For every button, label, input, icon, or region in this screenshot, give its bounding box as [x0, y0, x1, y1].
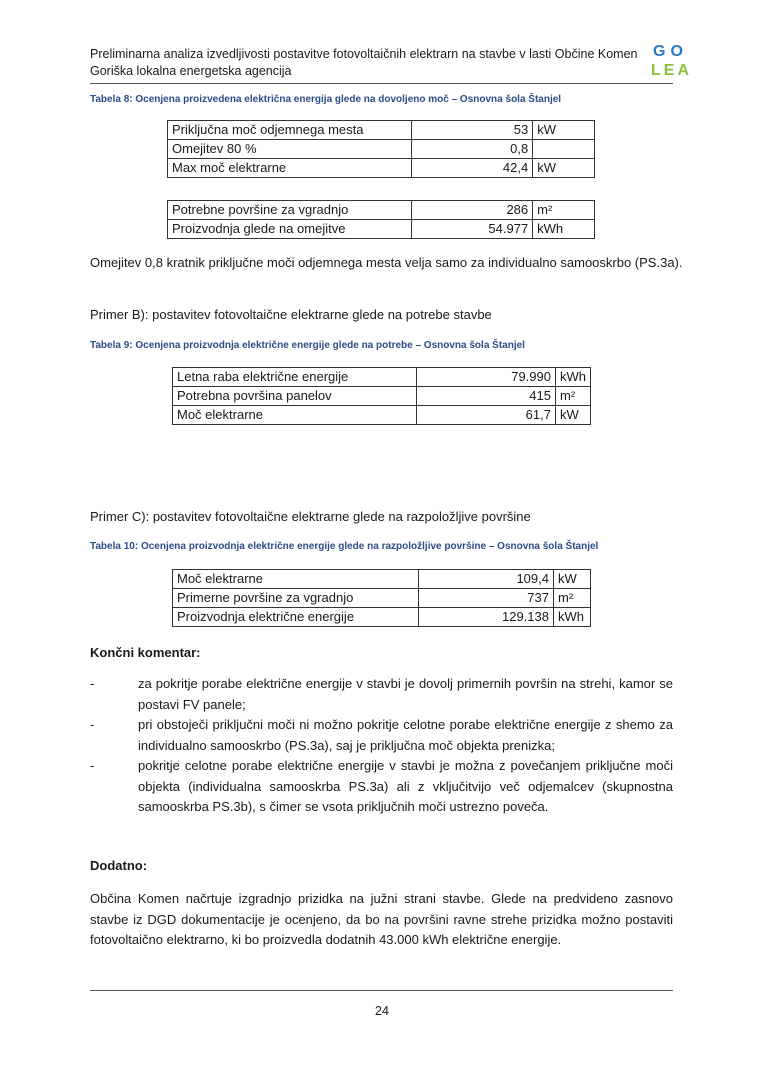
table-row: [168, 140, 595, 159]
row-label: Moč elektrarne: [173, 570, 419, 589]
row-value: 286: [411, 201, 533, 220]
row-value: 129.138: [418, 608, 553, 627]
dash-marker: -: [90, 676, 95, 691]
row-value: 42,4: [411, 159, 532, 178]
list-item-text: za pokritje porabe električne energije v stavbi je dovolj primernih površin na strehi, kamor se postavi FV panele;: [138, 676, 673, 712]
row-label: Priključna moč odjemnega mesta: [168, 121, 412, 140]
table10-caption: Tabela 10: Ocenjena proizvodnja električne energije glede na razpoložljive površine – Osnovna šola Štanjel: [90, 541, 599, 552]
row-label: Omejitev 80 %: [168, 140, 412, 159]
page-header: [90, 46, 638, 80]
table-row: [168, 201, 595, 220]
dash-marker: -: [90, 717, 95, 732]
logo-top-text: GO: [653, 43, 688, 60]
row-unit: m²: [555, 387, 590, 406]
list-item: [90, 756, 673, 818]
row-unit: m²: [533, 201, 595, 220]
table9-caption: Tabela 9: Ocenjena proizvodnja električne energije glede na potrebe – Osnovna šola Štanjel: [90, 340, 525, 351]
row-label: Primerne površine za vgradnjo: [173, 589, 419, 608]
table-row: [168, 159, 595, 178]
dodatno-paragraph: Občina Komen načrtuje izgradnjo prizidka na južni strani stavbe. Glede na predvideno zasnovo stavbe iz DGD dokumentacije je ocenjeno, da bo na površini ravne strehe prizidka možno postaviti fotovoltaično elektrarno, ki bo proizvedla dodatnih 43.000 kWh električne energije.: [90, 891, 673, 947]
row-value: 415: [417, 387, 556, 406]
footer-divider: [90, 990, 673, 991]
row-value: 61,7: [417, 406, 556, 425]
row-value: 53: [411, 121, 532, 140]
row-label: Proizvodnja glede na omejitve: [168, 220, 412, 239]
table-row: [173, 368, 591, 387]
row-value: 109,4: [418, 570, 553, 589]
golea-logo: [651, 44, 693, 80]
row-label: Max moč elektrarne: [168, 159, 412, 178]
row-unit: kW: [553, 570, 590, 589]
dash-marker: -: [90, 758, 95, 773]
table-row: [173, 387, 591, 406]
table9: [172, 367, 591, 425]
list-item-text: pokritje celotne porabe električne energije v stavbi je možna z povečanjem priključne moči objekta (individualna samooskrba PS.3a) ali z vključitvijo več odjemalcev (skupnostna samooskrba PS.3b), s čimer se vsota priključnih moči ustrezno poveča.: [138, 758, 673, 814]
row-value: 79.990: [417, 368, 556, 387]
row-unit: [533, 140, 595, 159]
row-unit: kWh: [555, 368, 590, 387]
primer-b-heading: Primer B): postavitev fotovoltaične elektrarne glede na potrebe stavbe: [90, 307, 492, 322]
table8-power: [167, 120, 595, 178]
logo-bottom-text: LEA: [651, 62, 692, 79]
header-divider: [90, 83, 673, 84]
koncni-komentar-heading: Končni komentar:: [90, 645, 201, 660]
row-unit: kWh: [533, 220, 595, 239]
table-row: [173, 570, 591, 589]
table-row: [173, 406, 591, 425]
koncni-komentar-list: [90, 674, 673, 818]
primer-c-heading: Primer C): postavitev fotovoltaične elektrarne glede na razpoložljive površine: [90, 509, 531, 524]
row-value: 737: [418, 589, 553, 608]
table-row: [168, 220, 595, 239]
table8-production: [167, 200, 595, 239]
row-unit: kW: [533, 159, 595, 178]
row-unit: m²: [553, 589, 590, 608]
table-row: [173, 589, 591, 608]
row-value: 54.977: [411, 220, 533, 239]
table-row: [168, 121, 595, 140]
page-number: 24: [375, 1004, 389, 1018]
header-agency: Goriška lokalna energetska agencija: [90, 64, 292, 78]
header-title: Preliminarna analiza izvedljivosti postavitve fotovoltaičnih elektrarn na stavbe v lasti Občine Komen: [90, 47, 638, 61]
row-value: 0,8: [411, 140, 532, 159]
table8-caption: Tabela 8: Ocenjena proizvedena električna energija glede na dovoljeno moč – Osnovna šola Štanjel: [90, 94, 562, 105]
list-item-text: pri obstoječi priključni moči ni možno pokritje celotne porabe električne energije z shemo za individualno samooskrbo (PS.3a), saj je priključna moč objekta prenizka;: [138, 717, 673, 753]
row-label: Letna raba električne energije: [173, 368, 417, 387]
list-item: [90, 715, 673, 756]
table10: [172, 569, 591, 627]
row-label: Moč elektrarne: [173, 406, 417, 425]
table8-note: Omejitev 0,8 kratnik priključne moči odjemnega mesta velja samo za individualno samooskrbo (PS.3a).: [90, 255, 683, 270]
row-label: Potrebne površine za vgradnjo: [168, 201, 412, 220]
row-unit: kW: [533, 121, 595, 140]
row-unit: kW: [555, 406, 590, 425]
row-label: Proizvodnja električne energije: [173, 608, 419, 627]
row-unit: kWh: [553, 608, 590, 627]
row-label: Potrebna površina panelov: [173, 387, 417, 406]
dodatno-heading: Dodatno:: [90, 858, 148, 873]
list-item: [90, 674, 673, 715]
table-row: [173, 608, 591, 627]
